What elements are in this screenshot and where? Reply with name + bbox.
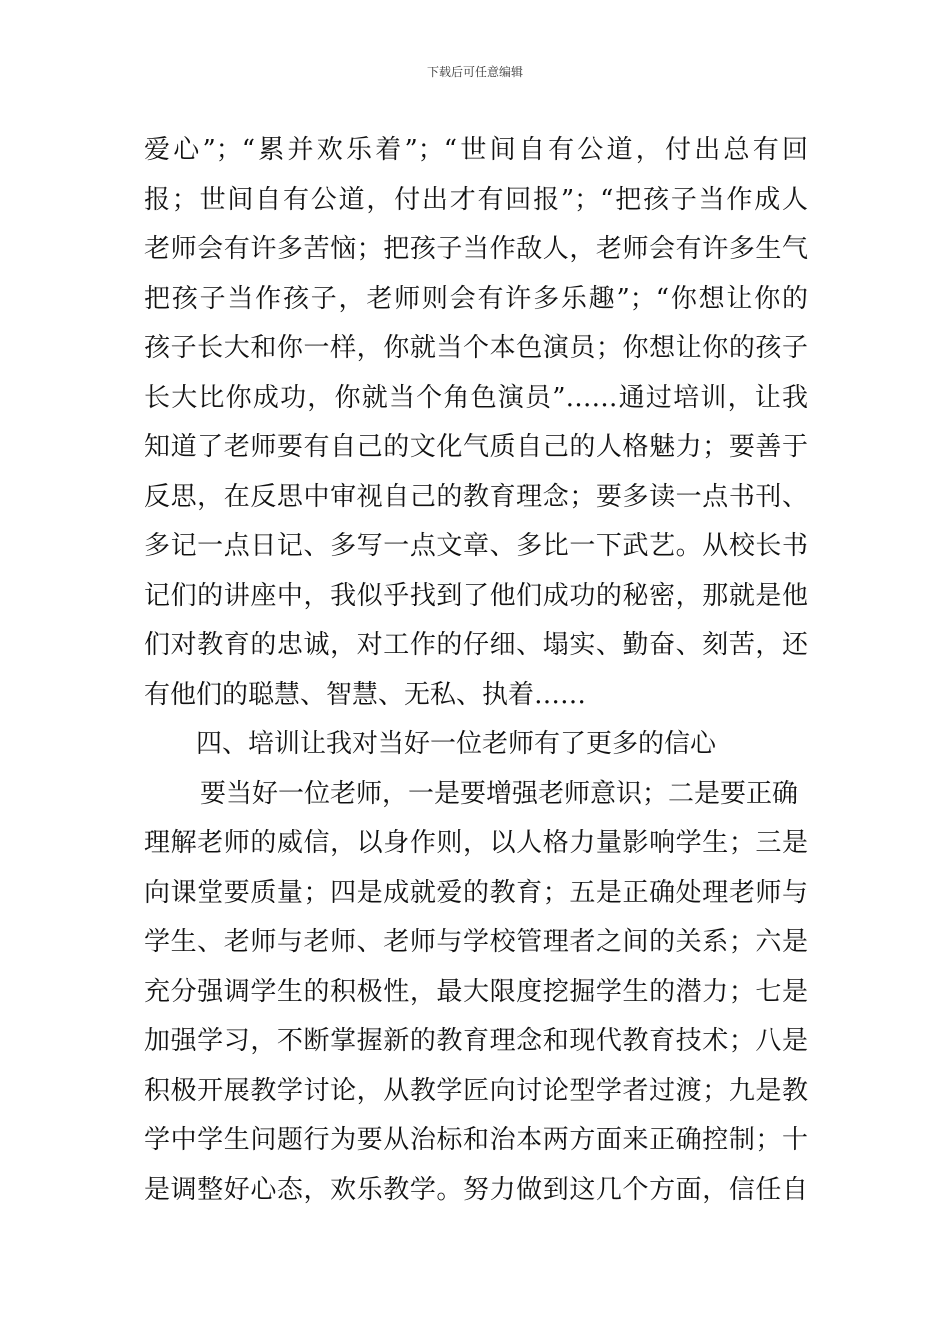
text-line: 有他们的聪慧、智慧、无私、执着…… [144,679,587,710]
text-line: 向课堂要质量；四是成就爱的教育；五是正确处理老师与 [144,877,808,908]
text-line: 学生、老师与老师、老师与学校管理者之间的关系；六是 [144,927,808,957]
text-line: 加强学习，不断掌握新的教育理念和现代教育技术；八是 [144,1026,808,1056]
text-line: 反思，在反思中审视自己的教育理念；要多读一点书刊、 [144,481,808,512]
text-line: 把孩子当作孩子，老师则会有许多乐趣”；“你想让你的 [144,283,808,314]
text-line: 长大比你成功，你就当个角色演员”……通过培训，让我 [144,382,808,413]
text-line: 理解老师的威信，以身作则，以人格力量影响学生；三是 [144,828,808,858]
text-line: 是调整好心态，欢乐教学。努力做到这几个方面，信任自 [144,1174,808,1205]
text-line: 爱心”；“累并欢乐着”；“世间自有公道，付出总有回 [144,135,808,165]
text-line: 要当好一位老师，一是要增强老师意识；二是要正确 [200,778,799,809]
text-line: 老师会有许多苦恼；把孩子当作敌人，老师会有许多生气 [144,234,808,264]
text-line: 充分强调学生的积极性，最大限度挖掘学生的潜力；七是 [144,976,808,1007]
body-text [144,126,808,1215]
text-line: 记们的讲座中，我似乎找到了他们成功的秘密，那就是他 [144,580,808,611]
text-line: 多记一点日记、多写一点文章、多比一下武艺。从校长书 [144,531,808,561]
text-line: 积极开展教学讨论，从教学匠向讨论型学者过渡；九是教 [144,1075,808,1106]
text-line: 知道了老师要有自己的文化气质自己的人格魅力；要善于 [144,432,808,462]
page-header: 下载后可任意编辑 [426,65,523,79]
text-line: 学中学生问题行为要从治标和治本两方面来正确控制；十 [144,1125,808,1155]
section-heading: 四、培训让我对当好一位老师有了更多的信心 [196,729,717,759]
text-line: 孩子长大和你一样，你就当个本色演员；你想让你的孩子 [144,333,808,363]
text-line: 报；世间自有公道，付出才有回报”；“把孩子当作成人 [144,184,808,215]
text-line: 们对教育的忠诚，对工作的仔细、塌实、勤奋、刻苦，还 [144,630,808,660]
